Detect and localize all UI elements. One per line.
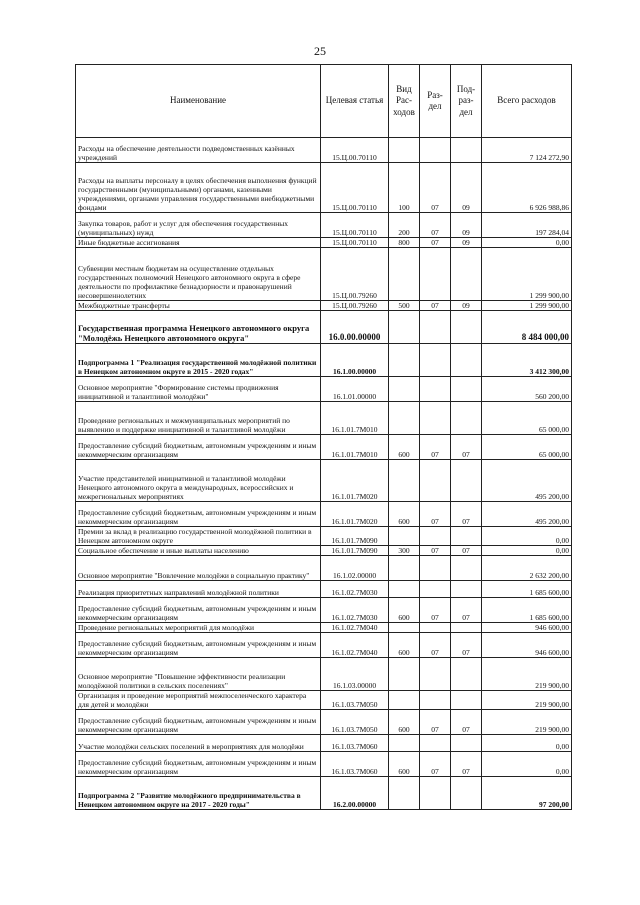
row-kind <box>389 248 420 301</box>
row-kind <box>389 527 420 546</box>
table-body <box>76 138 572 810</box>
row-code: 15.Ц.00.79260 <box>321 301 389 311</box>
header-kind: Вид Рас-ходов <box>389 65 420 138</box>
row-section <box>420 735 451 752</box>
row-subsection <box>451 138 482 163</box>
page-number: 25 <box>314 44 326 58</box>
table-row <box>76 752 572 777</box>
table-row <box>76 377 572 402</box>
row-code: 16.1.03.7М060 <box>321 735 389 752</box>
row-kind <box>389 138 420 163</box>
row-name: Предоставление субсидий бюджетным, автономным учреждениям и иным некоммерческим организациям <box>76 502 321 527</box>
row-code: 16.1.02.7М030 <box>321 581 389 598</box>
row-kind <box>389 735 420 752</box>
row-section: 07 <box>420 163 451 213</box>
row-name: Основное мероприятие "Вовлечение молодёжи в социальную практику" <box>76 556 321 581</box>
row-kind: 600 <box>389 502 420 527</box>
row-name: Иные бюджетные ассигнования <box>76 238 321 248</box>
row-name: Подпрограмма 1 "Реализация государственной молодёжной политики в Ненецком автономном округе в 2015 - 2020 годах" <box>76 344 321 377</box>
row-subsection: 07 <box>451 546 482 556</box>
row-total: 8 484 000,00 <box>482 311 572 344</box>
row-total: 0,00 <box>482 527 572 546</box>
table-row <box>76 527 572 546</box>
row-kind: 100 <box>389 163 420 213</box>
table-row <box>76 735 572 752</box>
row-name: Социальное обеспечение и иные выплаты населению <box>76 546 321 556</box>
row-section: 07 <box>420 435 451 460</box>
row-name: Организация и проведение мероприятий межпоселенческого характера для детей и молодёжи <box>76 691 321 710</box>
row-section <box>420 623 451 633</box>
row-kind <box>389 777 420 810</box>
row-kind <box>389 377 420 402</box>
row-section <box>420 777 451 810</box>
row-section <box>420 402 451 435</box>
row-code: 15.Ц.00.70110 <box>321 138 389 163</box>
row-kind <box>389 402 420 435</box>
row-code: 16.1.01.7М010 <box>321 402 389 435</box>
header-subsection: Под-раз-дел <box>451 65 482 138</box>
table-row <box>76 301 572 311</box>
row-subsection <box>451 248 482 301</box>
header-section: Раз-дел <box>420 65 451 138</box>
row-subsection <box>451 735 482 752</box>
row-section: 07 <box>420 752 451 777</box>
table-row <box>76 777 572 810</box>
row-kind <box>389 556 420 581</box>
row-name: Предоставление субсидий бюджетным, автономным учреждениям и иным некоммерческим организациям <box>76 633 321 658</box>
row-subsection: 07 <box>451 710 482 735</box>
row-kind <box>389 623 420 633</box>
row-total: 65 000,00 <box>482 435 572 460</box>
row-code: 16.2.00.00000 <box>321 777 389 810</box>
table-row <box>76 248 572 301</box>
row-section <box>420 527 451 546</box>
row-name: Премии за вклад в реализацию государственной молодёжной политики в Ненецком автономном округе <box>76 527 321 546</box>
row-name: Закупка товаров, работ и услуг для обеспечения государственных (муниципальных) нужд <box>76 213 321 238</box>
row-subsection: 09 <box>451 301 482 311</box>
row-name: Предоставление субсидий бюджетным, автономным учреждениям и иным некоммерческим организациям <box>76 435 321 460</box>
row-section <box>420 344 451 377</box>
row-code: 16.1.03.7М060 <box>321 752 389 777</box>
row-total: 219 900,00 <box>482 658 572 691</box>
row-code: 16.1.01.7М020 <box>321 460 389 502</box>
row-code: 16.1.02.00000 <box>321 556 389 581</box>
row-total: 97 200,00 <box>482 777 572 810</box>
row-total: 946 600,00 <box>482 623 572 633</box>
row-subsection: 09 <box>451 163 482 213</box>
row-section <box>420 311 451 344</box>
row-name: Реализация приоритетных направлений молодёжной политики <box>76 581 321 598</box>
row-name: Межбюджетные трансферты <box>76 301 321 311</box>
table-row <box>76 163 572 213</box>
header-total: Всего расходов <box>482 65 572 138</box>
row-name: Государственная программа Ненецкого автономного округа "Молодёжь Ненецкого автономного округа" <box>76 311 321 344</box>
row-total: 560 200,00 <box>482 377 572 402</box>
row-subsection <box>451 377 482 402</box>
row-code: 16.1.01.7М090 <box>321 546 389 556</box>
table-row <box>76 710 572 735</box>
row-subsection <box>451 344 482 377</box>
row-kind <box>389 691 420 710</box>
row-total: 2 632 200,00 <box>482 556 572 581</box>
table-row <box>76 138 572 163</box>
table-row <box>76 581 572 598</box>
table-row <box>76 556 572 581</box>
row-name: Расходы на выплаты персоналу в целях обеспечения выполнения функций государственными (муниципальными) органами, казенными учреждениями, органами управления государственными внебюджетными фондами <box>76 163 321 213</box>
row-code: 16.1.03.7М050 <box>321 691 389 710</box>
table-row <box>76 213 572 238</box>
row-name: Субвенции местным бюджетам на осуществление отдельных государственных полномочий Ненецкого автономного округа в сфере деятельности по профилактике безнадзорности и правонарушений несовершеннолетних <box>76 248 321 301</box>
row-kind: 600 <box>389 598 420 623</box>
row-section <box>420 138 451 163</box>
row-name: Основное мероприятие "Повышение эффективности реализации молодёжной политики в сельских поселениях" <box>76 658 321 691</box>
row-kind <box>389 658 420 691</box>
table-row <box>76 598 572 623</box>
row-kind: 600 <box>389 710 420 735</box>
row-name: Проведение региональных и межмуниципальных мероприятий по выявлению и поддержке инициативной и талантливой молодёжи <box>76 402 321 435</box>
row-section: 07 <box>420 301 451 311</box>
row-name: Предоставление субсидий бюджетным, автономным учреждениям и иным некоммерческим организациям <box>76 752 321 777</box>
row-kind <box>389 311 420 344</box>
header-name: Наименование <box>76 65 321 138</box>
row-subsection <box>451 311 482 344</box>
row-code: 15.Ц.00.70110 <box>321 238 389 248</box>
row-subsection <box>451 623 482 633</box>
row-subsection <box>451 658 482 691</box>
row-code: 16.1.02.7М040 <box>321 633 389 658</box>
row-kind <box>389 460 420 502</box>
row-kind: 500 <box>389 301 420 311</box>
row-total: 219 900,00 <box>482 691 572 710</box>
row-code: 16.1.02.7М030 <box>321 598 389 623</box>
row-total: 197 284,04 <box>482 213 572 238</box>
table-row <box>76 691 572 710</box>
row-kind: 800 <box>389 238 420 248</box>
row-section <box>420 691 451 710</box>
row-code: 16.1.00.00000 <box>321 344 389 377</box>
row-subsection <box>451 581 482 598</box>
row-subsection: 07 <box>451 435 482 460</box>
row-code: 16.1.01.00000 <box>321 377 389 402</box>
table-row <box>76 238 572 248</box>
row-kind <box>389 581 420 598</box>
table-row <box>76 402 572 435</box>
row-subsection: 07 <box>451 633 482 658</box>
row-subsection: 07 <box>451 502 482 527</box>
row-total: 3 412 300,00 <box>482 344 572 377</box>
row-section: 07 <box>420 710 451 735</box>
row-total: 0,00 <box>482 546 572 556</box>
table-header-row <box>76 65 572 138</box>
row-subsection <box>451 460 482 502</box>
table-row <box>76 502 572 527</box>
row-code: 16.1.01.7М090 <box>321 527 389 546</box>
row-total: 1 685 600,00 <box>482 581 572 598</box>
row-kind: 600 <box>389 435 420 460</box>
row-code: 16.0.00.00000 <box>321 311 389 344</box>
row-section <box>420 581 451 598</box>
row-code: 16.1.01.7М010 <box>321 435 389 460</box>
row-code: 16.1.03.00000 <box>321 658 389 691</box>
row-section <box>420 556 451 581</box>
row-section: 07 <box>420 598 451 623</box>
row-section: 07 <box>420 238 451 248</box>
row-section: 07 <box>420 633 451 658</box>
row-kind: 600 <box>389 633 420 658</box>
row-total: 0,00 <box>482 238 572 248</box>
row-total: 65 000,00 <box>482 402 572 435</box>
row-subsection: 07 <box>451 598 482 623</box>
row-subsection <box>451 527 482 546</box>
table-row <box>76 633 572 658</box>
row-kind: 300 <box>389 546 420 556</box>
row-total: 1 299 900,00 <box>482 301 572 311</box>
row-total: 0,00 <box>482 735 572 752</box>
row-code: 16.1.03.7М050 <box>321 710 389 735</box>
row-code: 15.Ц.00.70110 <box>321 213 389 238</box>
row-section <box>420 377 451 402</box>
row-name: Участие представителей инициативной и талантливой молодёжи Ненецкого автономного округа в международных, всероссийских и межрегиональных мероприятиях <box>76 460 321 502</box>
row-total: 946 600,00 <box>482 633 572 658</box>
row-section <box>420 248 451 301</box>
row-name: Предоставление субсидий бюджетным, автономным учреждениям и иным некоммерческим организациям <box>76 598 321 623</box>
row-name: Предоставление субсидий бюджетным, автономным учреждениям и иным некоммерческим организациям <box>76 710 321 735</box>
row-subsection <box>451 777 482 810</box>
row-subsection: 09 <box>451 213 482 238</box>
table-row <box>76 344 572 377</box>
table-row <box>76 546 572 556</box>
row-name: Проведение региональных мероприятий для молодёжи <box>76 623 321 633</box>
row-section: 07 <box>420 546 451 556</box>
row-total: 219 900,00 <box>482 710 572 735</box>
row-name: Подпрограмма 2 "Развитие молодёжного предпринимательства в Ненецком автономном округе на 2017 - 2020 годы" <box>76 777 321 810</box>
row-total: 0,00 <box>482 752 572 777</box>
row-code: 15.Ц.00.79260 <box>321 248 389 301</box>
row-section: 07 <box>420 502 451 527</box>
row-name: Основное мероприятие "Формирование системы продвижения инициативной и талантливой молодёжи" <box>76 377 321 402</box>
row-subsection <box>451 402 482 435</box>
table-row <box>76 658 572 691</box>
row-kind: 600 <box>389 752 420 777</box>
row-name: Расходы на обеспечение деятельности подведомственных казённых учреждений <box>76 138 321 163</box>
row-total: 1 685 600,00 <box>482 598 572 623</box>
table-row <box>76 460 572 502</box>
row-kind: 200 <box>389 213 420 238</box>
row-subsection: 07 <box>451 752 482 777</box>
row-total: 495 200,00 <box>482 502 572 527</box>
row-total: 6 926 988,86 <box>482 163 572 213</box>
table-row <box>76 435 572 460</box>
row-total: 7 124 272,90 <box>482 138 572 163</box>
row-name: Участие молодёжи сельских поселений в мероприятиях для молодёжи <box>76 735 321 752</box>
row-section <box>420 658 451 691</box>
budget-table <box>75 64 572 810</box>
row-subsection: 09 <box>451 238 482 248</box>
row-subsection <box>451 691 482 710</box>
row-section <box>420 460 451 502</box>
table-row <box>76 311 572 344</box>
row-total: 495 200,00 <box>482 460 572 502</box>
table-row <box>76 623 572 633</box>
row-total: 1 299 900,00 <box>482 248 572 301</box>
header-code: Целевая статья <box>321 65 389 138</box>
row-code: 16.1.01.7М020 <box>321 502 389 527</box>
row-section: 07 <box>420 213 451 238</box>
row-code: 16.1.02.7М040 <box>321 623 389 633</box>
row-subsection <box>451 556 482 581</box>
row-code: 15.Ц.00.70110 <box>321 163 389 213</box>
row-kind <box>389 344 420 377</box>
